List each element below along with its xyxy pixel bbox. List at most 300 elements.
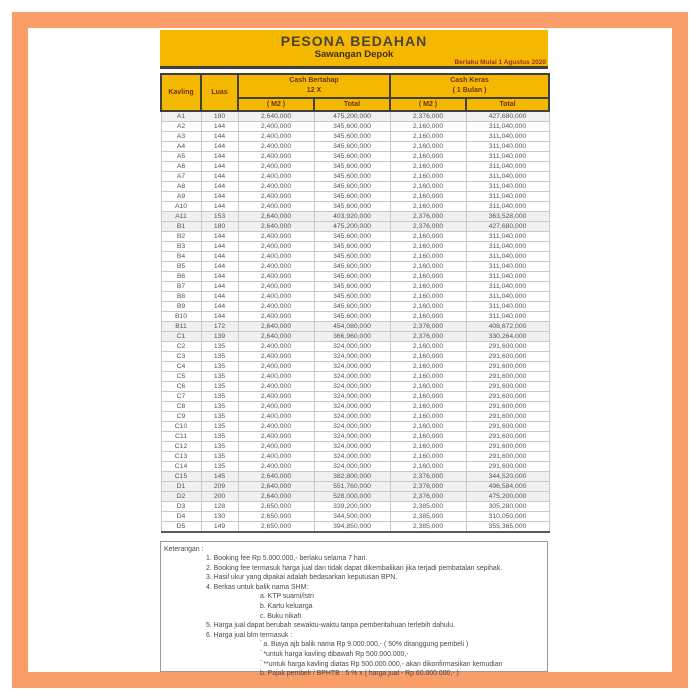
cell-luas: 172 [201,322,238,332]
cell-ck_total: 291,600,000 [466,392,549,402]
cell-cb_m2: 2,400,000 [238,292,314,302]
cell-kavling: C12 [161,442,201,452]
cell-cb_m2: 2,400,000 [238,242,314,252]
cell-cb_total: 475,200,000 [314,111,390,122]
cell-ck_m2: 2,160,000 [390,452,466,462]
cell-cb_m2: 2,400,000 [238,422,314,432]
cell-kavling: B4 [161,252,201,262]
cell-kavling: A1 [161,111,201,122]
cell-cb_m2: 2,400,000 [238,272,314,282]
cell-kavling: A4 [161,142,201,152]
cell-ck_total: 311,040,000 [466,242,549,252]
cell-cb_total: 345,600,000 [314,202,390,212]
cell-cb_total: 324,000,000 [314,452,390,462]
table-row [161,402,549,412]
cell-cb_m2: 2,400,000 [238,192,314,202]
cell-cb_m2: 2,400,000 [238,182,314,192]
cell-ck_m2: 2,160,000 [390,282,466,292]
cell-cb_total: 345,600,000 [314,272,390,282]
cell-cb_total: 345,600,000 [314,232,390,242]
red-comment-mark-icon: ” [260,649,263,656]
cell-cb_total: 345,600,000 [314,132,390,142]
sub-header-keras-m2: ( M2 ) [390,98,466,111]
cell-cb_m2: 2,650,000 [238,522,314,533]
cell-kavling: C6 [161,382,201,392]
cell-luas: 153 [201,212,238,222]
cell-cb_total: 345,600,000 [314,252,390,262]
cell-ck_m2: 2,160,000 [390,262,466,272]
cell-luas: 144 [201,192,238,202]
cell-cb_total: 345,600,000 [314,152,390,162]
cell-luas: 144 [201,312,238,322]
table-row [161,272,549,282]
cell-cb_m2: 2,640,000 [238,482,314,492]
cell-ck_m2: 2,376,000 [390,111,466,122]
cell-luas: 135 [201,432,238,442]
cell-ck_total: 427,680,000 [466,111,549,122]
cell-kavling: D5 [161,522,201,533]
cell-luas: 144 [201,132,238,142]
cell-luas: 144 [201,272,238,282]
cell-luas: 135 [201,362,238,372]
cell-kavling: C11 [161,432,201,442]
cell-ck_m2: 2,376,000 [390,492,466,502]
cell-kavling: C7 [161,392,201,402]
table-row [161,111,549,122]
sub-header-bertahap-m2: ( M2 ) [238,98,314,111]
cell-ck_m2: 2,376,000 [390,472,466,482]
cell-luas: 135 [201,422,238,432]
cell-kavling: C2 [161,342,201,352]
cell-cb_m2: 2,400,000 [238,232,314,242]
cell-kavling: A9 [161,192,201,202]
cell-luas: 144 [201,122,238,132]
table-row [161,352,549,362]
cell-luas: 130 [201,512,238,522]
price-table-body [161,111,549,532]
table-row [161,392,549,402]
table-row [161,172,549,182]
cell-cb_total: 345,600,000 [314,122,390,132]
cell-cb_m2: 2,400,000 [238,142,314,152]
cell-ck_total: 496,584,000 [466,482,549,492]
table-row [161,122,549,132]
cell-ck_total: 291,600,000 [466,362,549,372]
cell-ck_m2: 2,160,000 [390,202,466,212]
cell-kavling: C14 [161,462,201,472]
note-line: a. KTP suami/istri [260,593,314,601]
cell-ck_total: 475,200,000 [466,492,549,502]
cell-cb_m2: 2,400,000 [238,252,314,262]
cell-kavling: A6 [161,162,201,172]
cell-luas: 144 [201,262,238,272]
cell-kavling: B7 [161,282,201,292]
cell-luas: 144 [201,162,238,172]
cell-ck_m2: 2,160,000 [390,392,466,402]
cell-ck_m2: 2,160,000 [390,342,466,352]
cell-kavling: C5 [161,372,201,382]
cell-kavling: C4 [161,362,201,372]
table-row [161,442,549,452]
cell-kavling: B5 [161,262,201,272]
cell-luas: 135 [201,382,238,392]
cell-ck_m2: 2,160,000 [390,412,466,422]
cell-cb_m2: 2,400,000 [238,152,314,162]
notes-box [160,541,548,678]
cell-cb_total: 324,000,000 [314,442,390,452]
price-list-content [160,30,548,678]
cell-ck_total: 311,040,000 [466,142,549,152]
cell-ck_m2: 2,385,000 [390,522,466,533]
cell-luas: 144 [201,242,238,252]
cell-ck_m2: 2,385,000 [390,512,466,522]
cell-kavling: A11 [161,212,201,222]
cell-cb_m2: 2,640,000 [238,332,314,342]
cell-luas: 144 [201,282,238,292]
cell-ck_m2: 2,376,000 [390,332,466,342]
note-line: 2. Booking fee termasuk harga jual dan tidak dapat dikembalikan jika terjadi pembatalan sepihak. [206,564,503,572]
cell-luas: 135 [201,412,238,422]
cell-ck_m2: 2,160,000 [390,162,466,172]
cell-cb_m2: 2,640,000 [238,472,314,482]
cell-ck_m2: 2,160,000 [390,382,466,392]
cell-cb_total: 454,080,000 [314,322,390,332]
table-row [161,202,549,212]
cell-luas: 135 [201,392,238,402]
cell-ck_total: 330,264,000 [466,332,549,342]
cell-ck_m2: 2,160,000 [390,292,466,302]
cell-ck_total: 311,040,000 [466,122,549,132]
cell-kavling: B2 [161,232,201,242]
red-comment-mark-icon: ” [260,640,263,647]
cell-kavling: A8 [161,182,201,192]
cell-ck_m2: 2,160,000 [390,252,466,262]
table-row [161,522,549,533]
cell-kavling: A2 [161,122,201,132]
table-row [161,222,549,232]
note-line: ”a. Biaya ajb balik nama Rp 9.000.000,- ( 50% ditanggung pembeli ) [260,640,469,649]
col-header-luas: Luas [201,74,238,111]
table-row [161,432,549,442]
cell-cb_m2: 2,400,000 [238,402,314,412]
cell-kavling: C15 [161,472,201,482]
cell-ck_total: 291,600,000 [466,342,549,352]
cell-ck_total: 305,280,000 [466,502,549,512]
cell-kavling: B8 [161,292,201,302]
cell-ck_total: 310,050,000 [466,512,549,522]
effective-date-note: Berlaku Mulai 1 Agustus 2020 [454,59,546,66]
note-line: 5. Harga jual dapat berubah sewaktu-waktu tanpa pemberitahuan terlebih dahulu. [206,622,455,630]
col-header-kavling: Kavling [161,74,201,111]
table-row [161,452,549,462]
cell-kavling: A3 [161,132,201,142]
cell-cb_total: 345,600,000 [314,262,390,272]
cell-ck_total: 291,600,000 [466,382,549,392]
cell-cb_total: 345,600,000 [314,282,390,292]
cell-cb_total: 324,000,000 [314,342,390,352]
table-row [161,512,549,522]
cell-ck_m2: 2,160,000 [390,152,466,162]
table-row [161,242,549,252]
cell-cb_m2: 2,400,000 [238,452,314,462]
table-row [161,362,549,372]
cell-ck_total: 427,680,000 [466,222,549,232]
cell-ck_total: 311,040,000 [466,232,549,242]
cell-ck_total: 291,600,000 [466,422,549,432]
cell-cb_total: 345,600,000 [314,312,390,322]
cell-ck_total: 291,600,000 [466,462,549,472]
notes-label: Keterangan : [164,546,204,553]
cell-cb_m2: 2,400,000 [238,372,314,382]
cell-luas: 145 [201,472,238,482]
cell-cb_m2: 2,400,000 [238,302,314,312]
page-subtitle: Sawangan Depok [314,49,394,60]
notes-list [164,554,544,679]
cell-ck_total: 311,040,000 [466,262,549,272]
table-row [161,422,549,432]
table-row [161,412,549,422]
table-row [161,472,549,482]
cell-luas: 128 [201,502,238,512]
cell-kavling: B6 [161,272,201,282]
price-table [160,73,550,533]
cell-ck_total: 344,520,000 [466,472,549,482]
cell-luas: 180 [201,111,238,122]
note-line: ”**untuk harga kavling diatas Rp 500.000.000,- akan dikonfirmasikan kemudian [260,659,503,668]
cell-ck_total: 311,040,000 [466,132,549,142]
cell-cb_m2: 2,400,000 [238,122,314,132]
price-table-header [161,74,549,111]
table-row [161,322,549,332]
table-row [161,382,549,392]
cell-cb_m2: 2,640,000 [238,492,314,502]
cell-cb_m2: 2,400,000 [238,462,314,472]
group-header-cash-bertahap: Cash Bertahap 12 X [238,74,390,98]
sub-header-bertahap-total: Total [314,98,390,111]
cell-luas: 144 [201,302,238,312]
cell-cb_total: 324,000,000 [314,412,390,422]
cell-cb_total: 394,850,000 [314,522,390,533]
cell-luas: 135 [201,352,238,362]
cell-luas: 200 [201,492,238,502]
cell-cb_m2: 2,400,000 [238,382,314,392]
cell-cb_m2: 2,400,000 [238,432,314,442]
cell-ck_m2: 2,385,000 [390,502,466,512]
cell-luas: 135 [201,462,238,472]
cell-ck_m2: 2,160,000 [390,192,466,202]
cell-ck_m2: 2,160,000 [390,462,466,472]
cell-cb_total: 345,600,000 [314,142,390,152]
cell-cb_total: 345,600,000 [314,162,390,172]
cell-cb_m2: 2,650,000 [238,502,314,512]
cell-ck_m2: 2,160,000 [390,402,466,412]
cell-cb_m2: 2,640,000 [238,212,314,222]
cell-ck_total: 311,040,000 [466,202,549,212]
table-row [161,192,549,202]
cell-ck_total: 355,365,000 [466,522,549,533]
cell-ck_m2: 2,160,000 [390,172,466,182]
cell-ck_m2: 2,160,000 [390,352,466,362]
cell-luas: 149 [201,522,238,533]
cell-cb_m2: 2,400,000 [238,162,314,172]
cell-cb_m2: 2,400,000 [238,352,314,362]
table-row [161,212,549,222]
note-line: 6. Harga jual blm termasuk : [206,631,293,639]
cell-kavling: A7 [161,172,201,182]
note-line: c. Buku nikah [260,612,302,620]
cell-ck_m2: 2,160,000 [390,182,466,192]
cell-ck_m2: 2,160,000 [390,272,466,282]
cell-ck_total: 311,040,000 [466,292,549,302]
cell-luas: 135 [201,452,238,462]
cell-cb_total: 324,000,000 [314,382,390,392]
cell-cb_total: 344,500,000 [314,512,390,522]
cell-luas: 144 [201,252,238,262]
cell-cb_m2: 2,400,000 [238,132,314,142]
cell-ck_total: 291,600,000 [466,402,549,412]
cell-luas: 180 [201,222,238,232]
table-row [161,312,549,322]
table-row [161,162,549,172]
cell-cb_total: 345,600,000 [314,302,390,312]
cell-kavling: B11 [161,322,201,332]
cell-ck_m2: 2,376,000 [390,212,466,222]
cell-cb_m2: 2,640,000 [238,222,314,232]
cell-ck_total: 311,040,000 [466,172,549,182]
note-line: 3. Hasil ukur yang dipakai adalah bedasarkan keputusan BPN. [206,574,398,582]
cell-cb_total: 324,000,000 [314,402,390,412]
cell-ck_total: 311,040,000 [466,302,549,312]
cell-ck_m2: 2,376,000 [390,482,466,492]
table-row [161,372,549,382]
table-row [161,302,549,312]
cell-cb_total: 324,000,000 [314,352,390,362]
cell-ck_total: 291,600,000 [466,372,549,382]
table-row [161,502,549,512]
cell-ck_m2: 2,376,000 [390,322,466,332]
cell-ck_total: 311,040,000 [466,312,549,322]
cell-ck_m2: 2,160,000 [390,142,466,152]
cell-cb_m2: 2,650,000 [238,512,314,522]
cell-cb_total: 324,000,000 [314,372,390,382]
cell-ck_total: 291,600,000 [466,412,549,422]
note-line: ”*untuk harga kavling dibawah Rp 500.000.000,- [260,649,409,658]
cell-cb_total: 324,000,000 [314,392,390,402]
cell-cb_m2: 2,400,000 [238,412,314,422]
cell-cb_total: 324,000,000 [314,422,390,432]
cell-ck_m2: 2,160,000 [390,422,466,432]
cell-kavling: B9 [161,302,201,312]
cell-cb_m2: 2,400,000 [238,202,314,212]
table-row [161,292,549,302]
cell-kavling: D4 [161,512,201,522]
cell-cb_total: 324,000,000 [314,362,390,372]
cell-ck_m2: 2,160,000 [390,232,466,242]
cell-luas: 144 [201,142,238,152]
cell-ck_total: 291,600,000 [466,452,549,462]
cell-cb_total: 345,600,000 [314,292,390,302]
cell-ck_m2: 2,160,000 [390,302,466,312]
cell-cb_m2: 2,400,000 [238,312,314,322]
cell-luas: 144 [201,292,238,302]
cell-luas: 144 [201,182,238,192]
cell-ck_total: 408,672,000 [466,322,549,332]
title-block [160,30,548,69]
cell-kavling: D2 [161,492,201,502]
table-row [161,142,549,152]
cell-cb_total: 345,600,000 [314,172,390,182]
cell-kavling: C13 [161,452,201,462]
cell-cb_total: 324,000,000 [314,432,390,442]
table-row [161,332,549,342]
cell-ck_total: 291,600,000 [466,352,549,362]
cell-ck_total: 311,040,000 [466,182,549,192]
cell-kavling: D3 [161,502,201,512]
cell-ck_total: 311,040,000 [466,162,549,172]
cell-cb_total: 366,960,000 [314,332,390,342]
cell-ck_total: 291,600,000 [466,442,549,452]
cell-kavling: B3 [161,242,201,252]
cell-ck_m2: 2,160,000 [390,432,466,442]
note-line: 1. Booking fee Rp 5.000.000,- berlaku selama 7 hari. [206,555,368,562]
table-row [161,152,549,162]
cell-ck_m2: 2,160,000 [390,442,466,452]
table-row [161,482,549,492]
sub-header-keras-total: Total [466,98,549,111]
table-row [161,182,549,192]
cell-luas: 209 [201,482,238,492]
cell-ck_total: 311,040,000 [466,282,549,292]
cell-cb_total: 475,200,000 [314,222,390,232]
cell-ck_m2: 2,160,000 [390,362,466,372]
cell-cb_total: 403,920,000 [314,212,390,222]
cell-ck_total: 291,600,000 [466,432,549,442]
group-header-cash-keras: Cash Keras ( 1 Bulan ) [390,74,549,98]
cell-luas: 135 [201,342,238,352]
cell-luas: 144 [201,152,238,162]
cell-luas: 135 [201,372,238,382]
cell-cb_total: 324,000,000 [314,462,390,472]
cell-ck_total: 311,040,000 [466,252,549,262]
table-row [161,282,549,292]
cell-cb_m2: 2,400,000 [238,262,314,272]
cell-luas: 144 [201,202,238,212]
cell-ck_total: 311,040,000 [466,192,549,202]
cell-ck_m2: 2,160,000 [390,122,466,132]
cell-cb_total: 345,600,000 [314,192,390,202]
table-row [161,462,549,472]
cell-ck_m2: 2,160,000 [390,132,466,142]
cell-cb_total: 345,600,000 [314,242,390,252]
cell-cb_total: 382,800,000 [314,472,390,482]
note-line: 4. Berkas untuk balik nama SHM: [206,583,309,591]
cell-luas: 135 [201,442,238,452]
cell-kavling: C8 [161,402,201,412]
cell-cb_m2: 2,640,000 [238,111,314,122]
cell-kavling: C10 [161,422,201,432]
cell-ck_m2: 2,160,000 [390,312,466,322]
cell-ck_total: 363,528,000 [466,212,549,222]
table-row [161,492,549,502]
cell-kavling: C9 [161,412,201,422]
page-title: PESONA BEDAHAN [280,33,428,49]
note-line: b. Pajak pembeli / BPHTB : 5 % x ( harga jual - Rp 60.000.000,- ) [260,670,459,678]
table-row [161,262,549,272]
cell-cb_total: 551,760,000 [314,482,390,492]
cell-cb_m2: 2,640,000 [238,322,314,332]
cell-ck_total: 311,040,000 [466,272,549,282]
cell-ck_m2: 2,160,000 [390,372,466,382]
